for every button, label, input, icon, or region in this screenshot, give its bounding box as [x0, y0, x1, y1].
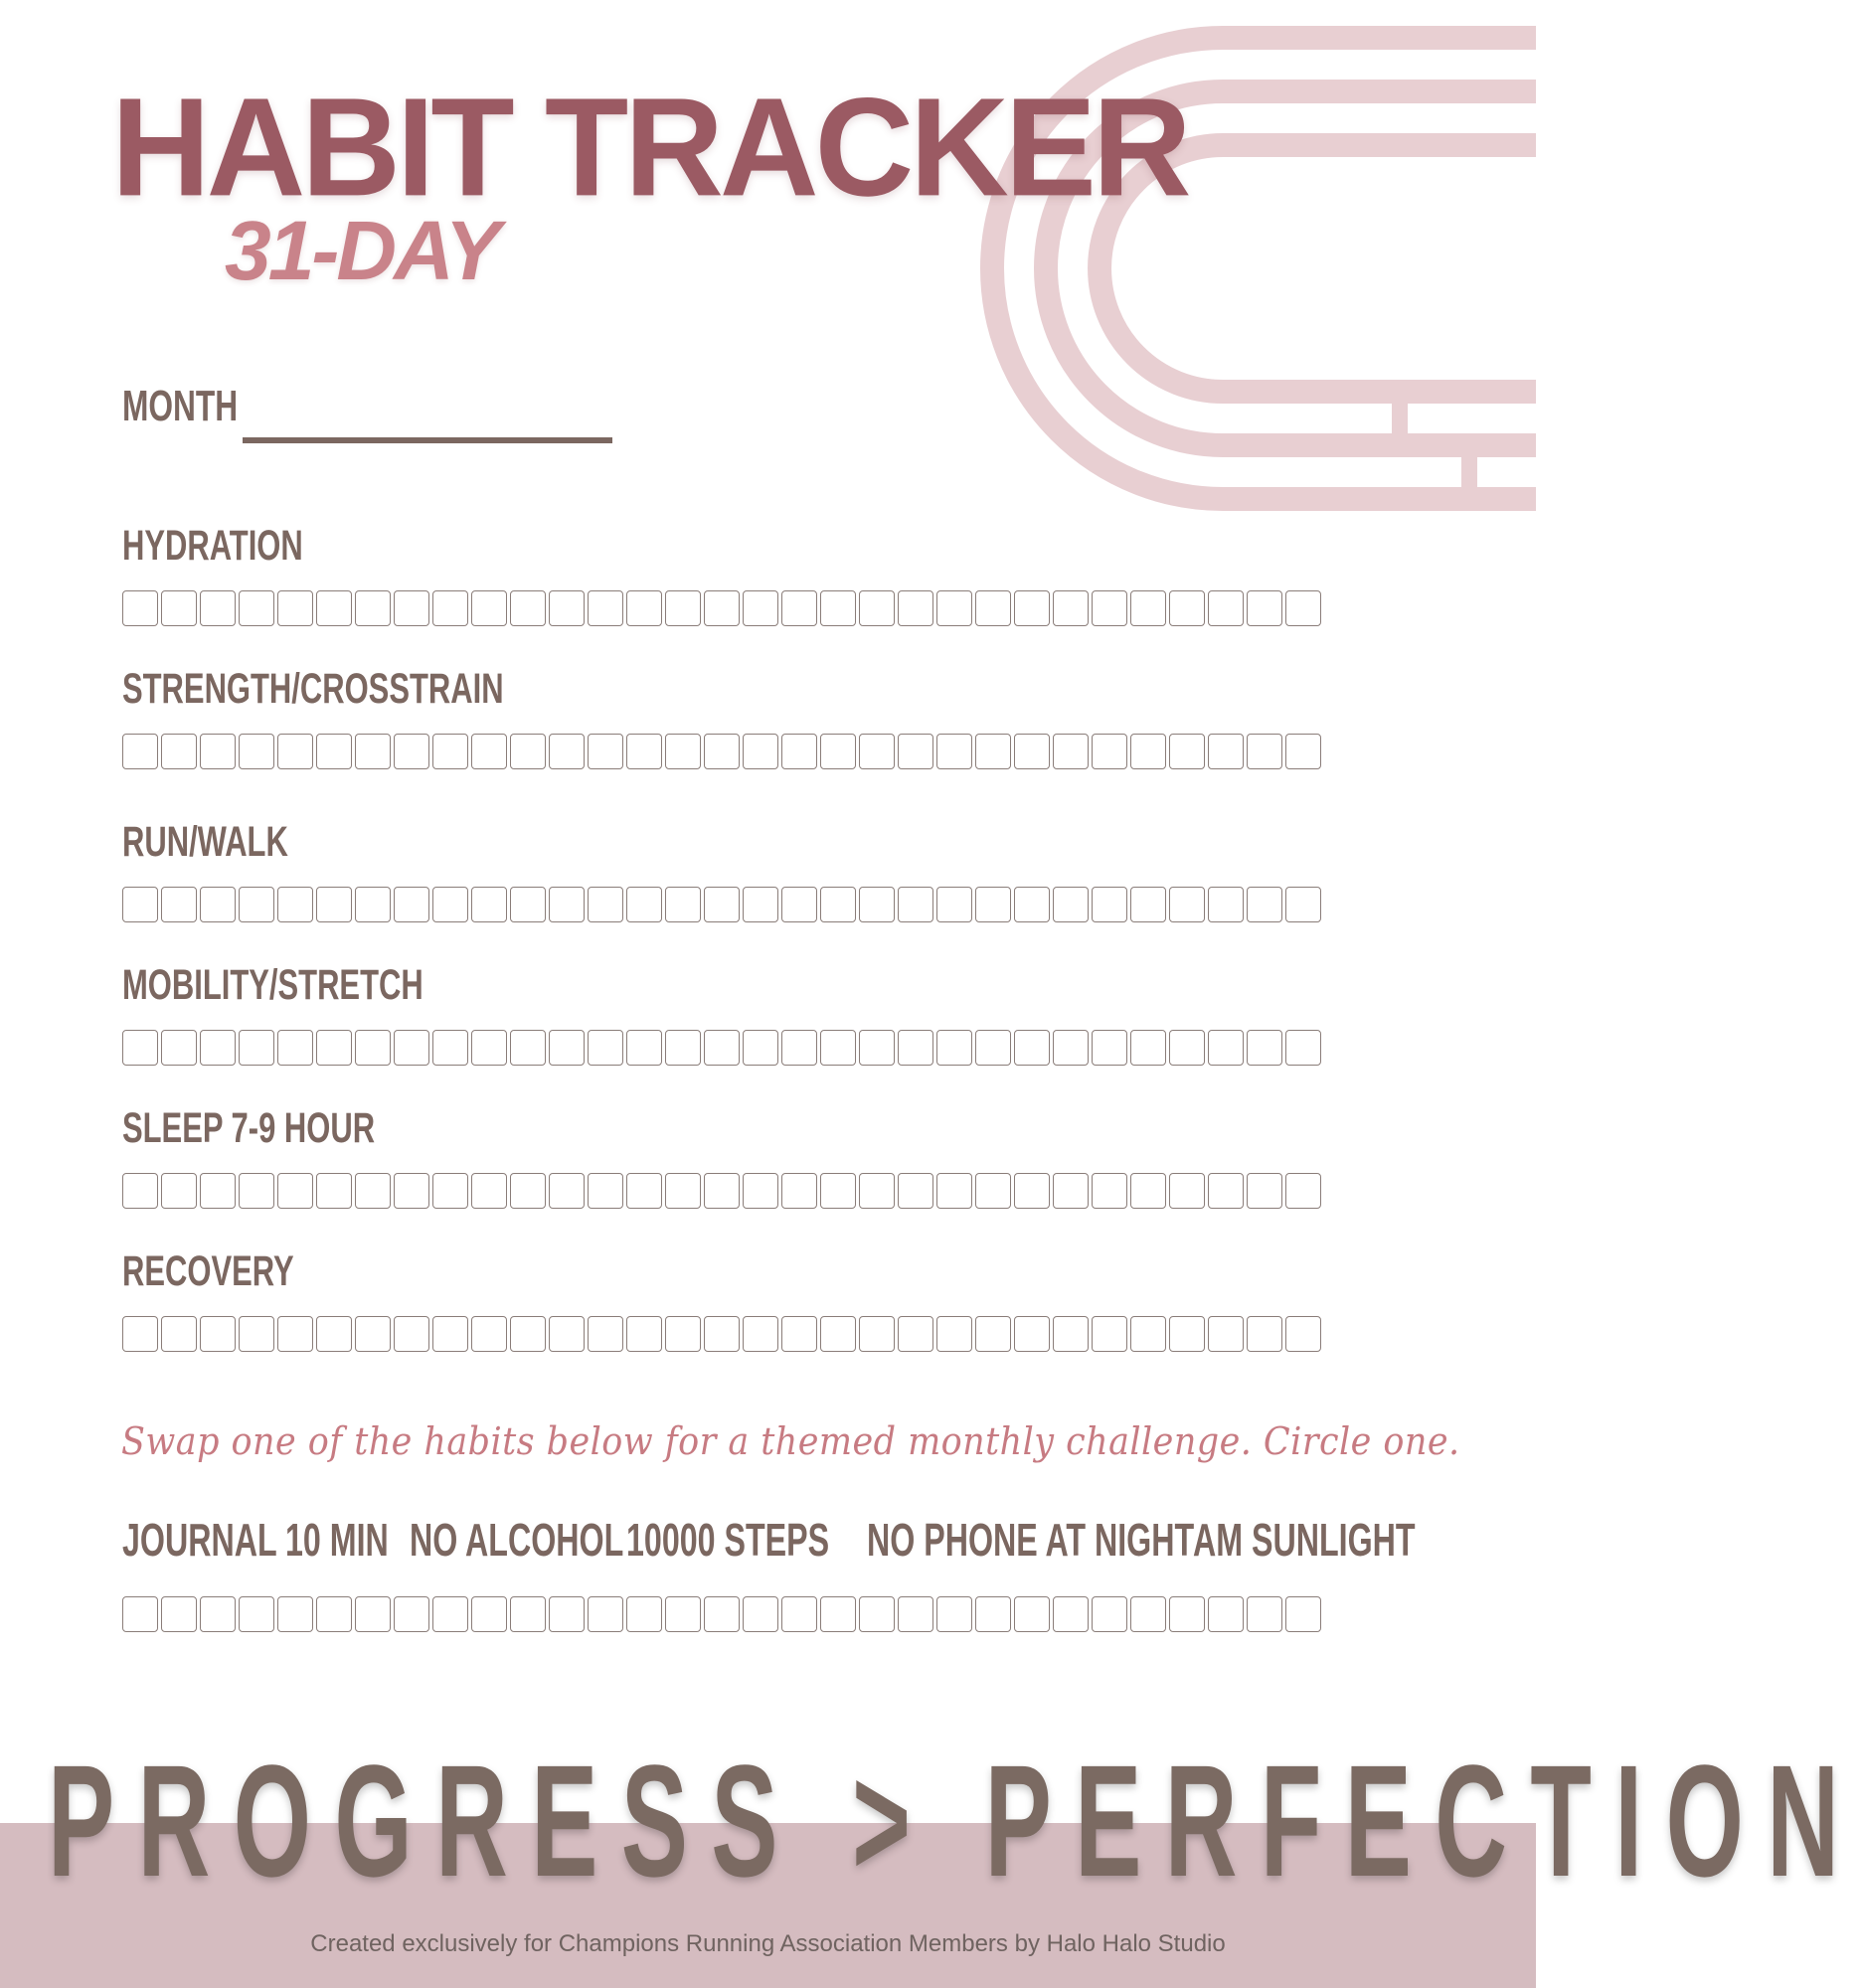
checkbox-icon[interactable] [277, 1173, 313, 1209]
checkbox-icon[interactable] [820, 887, 856, 922]
checkbox-icon[interactable] [510, 1596, 546, 1632]
checkbox-icon[interactable] [936, 1316, 972, 1352]
checkbox-icon[interactable] [549, 1173, 585, 1209]
checkbox-icon[interactable] [704, 1173, 740, 1209]
checkbox-icon[interactable] [781, 1173, 817, 1209]
checkbox-icon[interactable] [898, 1030, 933, 1066]
checkbox-icon[interactable] [432, 1030, 468, 1066]
checkbox-icon[interactable] [626, 590, 662, 626]
checkbox-icon[interactable] [316, 590, 352, 626]
checkbox-icon[interactable] [549, 887, 585, 922]
checkbox-icon[interactable] [588, 1316, 623, 1352]
checkbox-icon[interactable] [239, 1596, 274, 1632]
checkbox-icon[interactable] [1130, 590, 1166, 626]
checkbox-icon[interactable] [355, 1030, 391, 1066]
motto: PROGRESS > PERFECTION [48, 1732, 1862, 1909]
checkbox-icon[interactable] [161, 1596, 197, 1632]
checkbox-icon[interactable] [1285, 1173, 1321, 1209]
checkbox-icon[interactable] [626, 734, 662, 769]
checkbox-icon[interactable] [200, 734, 236, 769]
challenge-option[interactable]: JOURNAL 10 MIN [122, 1514, 389, 1566]
habit-label: MOBILITY/STRETCH [122, 961, 423, 1009]
checkbox-icon[interactable] [471, 1030, 507, 1066]
checkbox-icon[interactable] [743, 1030, 778, 1066]
checkbox-icon[interactable] [1014, 887, 1050, 922]
habit-label: RUN/WALK [122, 818, 288, 866]
checkbox-icon[interactable] [898, 734, 933, 769]
checkbox-icon[interactable] [936, 1030, 972, 1066]
checkbox-icon[interactable] [355, 590, 391, 626]
checkbox-icon[interactable] [898, 887, 933, 922]
checkbox-icon[interactable] [471, 590, 507, 626]
checkbox-icon[interactable] [781, 1030, 817, 1066]
checkbox-icon[interactable] [122, 734, 158, 769]
checkbox-icon[interactable] [898, 590, 933, 626]
challenge-row [122, 1596, 1321, 1632]
checkbox-icon[interactable] [316, 1173, 352, 1209]
checkbox-icon[interactable] [975, 1596, 1011, 1632]
checkbox-icon[interactable] [1208, 590, 1244, 626]
checkbox-icon[interactable] [1014, 1596, 1050, 1632]
checkbox-icon[interactable] [432, 734, 468, 769]
checkbox-icon[interactable] [1285, 1316, 1321, 1352]
checkbox-icon[interactable] [200, 1173, 236, 1209]
checkbox-icon[interactable] [1169, 1316, 1205, 1352]
checkbox-icon[interactable] [122, 887, 158, 922]
challenge-option[interactable]: 10000 STEPS [626, 1514, 830, 1566]
checkbox-icon[interactable] [665, 887, 701, 922]
checkbox-icon[interactable] [820, 1596, 856, 1632]
challenge-note: Swap one of the habits below for a themed monthly challenge. Circle one. [121, 1419, 1460, 1463]
checkbox-icon[interactable] [161, 1316, 197, 1352]
checkbox-icon[interactable] [626, 1596, 662, 1632]
checkbox-icon[interactable] [1208, 1596, 1244, 1632]
checkbox-icon[interactable] [781, 887, 817, 922]
checkbox-icon[interactable] [239, 887, 274, 922]
checkbox-icon[interactable] [200, 590, 236, 626]
checkbox-icon[interactable] [665, 1030, 701, 1066]
checkbox-icon[interactable] [975, 590, 1011, 626]
checkbox-icon[interactable] [859, 1316, 895, 1352]
checkbox-icon[interactable] [588, 1173, 623, 1209]
checkbox-icon[interactable] [704, 1596, 740, 1632]
checkbox-icon[interactable] [122, 1030, 158, 1066]
checkbox-icon[interactable] [665, 590, 701, 626]
checkbox-icon[interactable] [1208, 1173, 1244, 1209]
checkbox-icon[interactable] [1208, 1316, 1244, 1352]
checkbox-icon[interactable] [432, 590, 468, 626]
checkbox-icon[interactable] [394, 887, 429, 922]
checkbox-icon[interactable] [200, 1030, 236, 1066]
checkbox-icon[interactable] [239, 590, 274, 626]
checkbox-icon[interactable] [355, 734, 391, 769]
checkbox-icon[interactable] [122, 590, 158, 626]
checkbox-icon[interactable] [394, 1030, 429, 1066]
checkbox-icon[interactable] [704, 1030, 740, 1066]
challenge-option[interactable]: AM SUNLIGHT [1193, 1514, 1416, 1566]
checkbox-icon[interactable] [588, 590, 623, 626]
checkbox-icon[interactable] [743, 590, 778, 626]
checkbox-icon[interactable] [161, 1030, 197, 1066]
month-field [122, 382, 282, 441]
checkbox-icon[interactable] [781, 1596, 817, 1632]
checkbox-icon[interactable] [161, 590, 197, 626]
checkbox-icon[interactable] [859, 1030, 895, 1066]
checkbox-icon[interactable] [859, 734, 895, 769]
checkbox-icon[interactable] [394, 734, 429, 769]
checkbox-icon[interactable] [1014, 734, 1050, 769]
checkbox-icon[interactable] [936, 734, 972, 769]
checkbox-icon[interactable] [743, 1173, 778, 1209]
checkbox-icon[interactable] [898, 1316, 933, 1352]
checkbox-icon[interactable] [549, 1316, 585, 1352]
checkbox-icon[interactable] [1092, 734, 1127, 769]
checkbox-icon[interactable] [626, 1030, 662, 1066]
checkbox-icon[interactable] [975, 1030, 1011, 1066]
checkbox-icon[interactable] [1130, 1316, 1166, 1352]
checkbox-icon[interactable] [316, 1030, 352, 1066]
habit-row [122, 817, 1321, 922]
checkbox-icon[interactable] [859, 1173, 895, 1209]
checkbox-icon[interactable] [975, 1316, 1011, 1352]
checkbox-icon[interactable] [1285, 590, 1321, 626]
checkbox-icon[interactable] [743, 887, 778, 922]
habit-row [122, 1103, 1321, 1209]
checkbox-icon[interactable] [277, 1316, 313, 1352]
checkbox-icon[interactable] [510, 1030, 546, 1066]
checkbox-icon[interactable] [1247, 1316, 1282, 1352]
checkbox-icon[interactable] [1053, 887, 1089, 922]
checkbox-icon[interactable] [975, 887, 1011, 922]
checkbox-icon[interactable] [277, 590, 313, 626]
checkbox-icon[interactable] [1130, 887, 1166, 922]
checkbox-icon[interactable] [1053, 590, 1089, 626]
checkbox-icon[interactable] [626, 887, 662, 922]
checkbox-icon[interactable] [1208, 887, 1244, 922]
checkbox-icon[interactable] [355, 887, 391, 922]
checkbox-icon[interactable] [898, 1173, 933, 1209]
checkbox-icon[interactable] [1169, 734, 1205, 769]
checkbox-icon[interactable] [743, 1316, 778, 1352]
checkbox-icon[interactable] [277, 1596, 313, 1632]
checkbox-icon[interactable] [1092, 1030, 1127, 1066]
checkbox-icon[interactable] [859, 887, 895, 922]
checkbox-icon[interactable] [394, 1316, 429, 1352]
checkbox-icon[interactable] [394, 1173, 429, 1209]
checkbox-icon[interactable] [277, 1030, 313, 1066]
checkbox-icon[interactable] [432, 1596, 468, 1632]
checkbox-icon[interactable] [936, 590, 972, 626]
checkbox-icon[interactable] [1130, 1173, 1166, 1209]
checkbox-row [122, 887, 1321, 922]
habit-row [122, 1246, 1321, 1352]
checkbox-icon[interactable] [936, 1596, 972, 1632]
checkbox-icon[interactable] [316, 1596, 352, 1632]
checkbox-icon[interactable] [975, 734, 1011, 769]
habit-row [122, 960, 1321, 1066]
checkbox-icon[interactable] [898, 1596, 933, 1632]
checkbox-icon[interactable] [1053, 1030, 1089, 1066]
checkbox-icon[interactable] [588, 1030, 623, 1066]
checkbox-icon[interactable] [1092, 887, 1127, 922]
checkbox-row [122, 734, 1321, 769]
checkbox-icon[interactable] [588, 887, 623, 922]
checkbox-icon[interactable] [1169, 1596, 1205, 1632]
checkbox-icon[interactable] [1053, 1316, 1089, 1352]
credit-line: Created exclusively for Champions Running Association Members by Halo Halo Studio [310, 1930, 1226, 1957]
checkbox-icon[interactable] [936, 1173, 972, 1209]
checkbox-icon[interactable] [471, 887, 507, 922]
checkbox-icon[interactable] [355, 1596, 391, 1632]
checkbox-icon[interactable] [704, 1316, 740, 1352]
checkbox-icon[interactable] [1169, 887, 1205, 922]
checkbox-icon[interactable] [820, 1030, 856, 1066]
month-blank-line[interactable] [243, 437, 612, 443]
challenge-options [122, 1512, 1415, 1568]
checkbox-icon[interactable] [1053, 734, 1089, 769]
checkbox-row [122, 590, 1321, 626]
habit-row [122, 664, 1321, 769]
checkbox-icon[interactable] [1247, 1173, 1282, 1209]
checkbox-row [122, 1316, 1321, 1352]
checkbox-icon[interactable] [1014, 1173, 1050, 1209]
checkbox-icon[interactable] [936, 887, 972, 922]
checkbox-icon[interactable] [1169, 590, 1205, 626]
checkbox-icon[interactable] [432, 887, 468, 922]
checkbox-icon[interactable] [743, 1596, 778, 1632]
checkbox-icon[interactable] [1092, 590, 1127, 626]
checkbox-icon[interactable] [510, 887, 546, 922]
checkbox-icon[interactable] [471, 1316, 507, 1352]
checkbox-row [122, 1030, 1321, 1066]
checkbox-icon[interactable] [122, 1596, 158, 1632]
checkbox-icon[interactable] [1247, 1030, 1282, 1066]
checkbox-icon[interactable] [781, 590, 817, 626]
checkbox-icon[interactable] [471, 734, 507, 769]
checkbox-icon[interactable] [549, 1596, 585, 1632]
checkbox-icon[interactable] [316, 887, 352, 922]
checkbox-icon[interactable] [200, 887, 236, 922]
checkbox-icon[interactable] [1208, 1030, 1244, 1066]
checkbox-icon[interactable] [277, 887, 313, 922]
page-subtitle: 31-DAY [225, 204, 498, 297]
checkbox-icon[interactable] [626, 1173, 662, 1209]
checkbox-icon[interactable] [665, 1173, 701, 1209]
checkbox-icon[interactable] [549, 734, 585, 769]
checkbox-icon[interactable] [316, 734, 352, 769]
checkbox-icon[interactable] [432, 1316, 468, 1352]
checkbox-icon[interactable] [161, 887, 197, 922]
checkbox-icon[interactable] [704, 734, 740, 769]
checkbox-icon[interactable] [355, 1173, 391, 1209]
checkbox-icon[interactable] [1130, 1030, 1166, 1066]
page-title: HABIT TRACKER [111, 69, 1188, 226]
checkbox-icon[interactable] [1247, 734, 1282, 769]
checkbox-icon[interactable] [239, 1030, 274, 1066]
checkbox-icon[interactable] [626, 1316, 662, 1352]
checkbox-icon[interactable] [510, 734, 546, 769]
checkbox-icon[interactable] [355, 1316, 391, 1352]
checkbox-icon[interactable] [394, 1596, 429, 1632]
checkbox-row [122, 1596, 1321, 1632]
checkbox-icon[interactable] [781, 1316, 817, 1352]
checkbox-icon[interactable] [161, 734, 197, 769]
checkbox-icon[interactable] [316, 1316, 352, 1352]
checkbox-icon[interactable] [1169, 1173, 1205, 1209]
checkbox-icon[interactable] [1092, 1596, 1127, 1632]
checkbox-icon[interactable] [1169, 1030, 1205, 1066]
checkbox-icon[interactable] [1285, 887, 1321, 922]
checkbox-icon[interactable] [432, 1173, 468, 1209]
checkbox-icon[interactable] [510, 1316, 546, 1352]
checkbox-icon[interactable] [122, 1316, 158, 1352]
checkbox-icon[interactable] [471, 1596, 507, 1632]
checkbox-icon[interactable] [161, 1173, 197, 1209]
checkbox-icon[interactable] [549, 590, 585, 626]
checkbox-icon[interactable] [200, 1316, 236, 1352]
checkbox-row [122, 1173, 1321, 1209]
checkbox-icon[interactable] [975, 1173, 1011, 1209]
checkbox-icon[interactable] [1014, 1316, 1050, 1352]
checkbox-icon[interactable] [1092, 1173, 1127, 1209]
checkbox-icon[interactable] [394, 590, 429, 626]
checkbox-icon[interactable] [510, 590, 546, 626]
challenge-option[interactable]: NO PHONE AT NIGHT [867, 1514, 1195, 1566]
checkbox-icon[interactable] [588, 1596, 623, 1632]
checkbox-icon[interactable] [122, 1173, 158, 1209]
checkbox-icon[interactable] [704, 590, 740, 626]
checkbox-icon[interactable] [549, 1030, 585, 1066]
habit-label: STRENGTH/CROSSTRAIN [122, 665, 504, 713]
checkbox-icon[interactable] [820, 1173, 856, 1209]
checkbox-icon[interactable] [704, 887, 740, 922]
habit-label: SLEEP 7-9 HOUR [122, 1104, 376, 1152]
checkbox-icon[interactable] [471, 1173, 507, 1209]
checkbox-icon[interactable] [1208, 734, 1244, 769]
checkbox-icon[interactable] [781, 734, 817, 769]
checkbox-icon[interactable] [820, 590, 856, 626]
checkbox-icon[interactable] [1130, 734, 1166, 769]
checkbox-icon[interactable] [859, 590, 895, 626]
checkbox-icon[interactable] [859, 1596, 895, 1632]
checkbox-icon[interactable] [1053, 1173, 1089, 1209]
checkbox-icon[interactable] [588, 734, 623, 769]
checkbox-icon[interactable] [820, 1316, 856, 1352]
checkbox-icon[interactable] [239, 1173, 274, 1209]
checkbox-icon[interactable] [1014, 1030, 1050, 1066]
challenge-option[interactable]: NO ALCOHOL [410, 1514, 624, 1566]
habit-label: RECOVERY [122, 1247, 294, 1295]
checkbox-icon[interactable] [1247, 590, 1282, 626]
checkbox-icon[interactable] [1092, 1316, 1127, 1352]
checkbox-icon[interactable] [665, 734, 701, 769]
checkbox-icon[interactable] [1247, 887, 1282, 922]
month-label: MONTH [122, 382, 239, 430]
checkbox-icon[interactable] [1053, 1596, 1089, 1632]
checkbox-icon[interactable] [1285, 734, 1321, 769]
habit-row [122, 521, 1321, 626]
checkbox-icon[interactable] [1285, 1596, 1321, 1632]
checkbox-icon[interactable] [277, 734, 313, 769]
checkbox-icon[interactable] [820, 734, 856, 769]
checkbox-icon[interactable] [1014, 590, 1050, 626]
checkbox-icon[interactable] [1130, 1596, 1166, 1632]
checkbox-icon[interactable] [239, 1316, 274, 1352]
checkbox-icon[interactable] [743, 734, 778, 769]
checkbox-icon[interactable] [200, 1596, 236, 1632]
checkbox-icon[interactable] [1285, 1030, 1321, 1066]
checkbox-icon[interactable] [665, 1596, 701, 1632]
checkbox-icon[interactable] [510, 1173, 546, 1209]
checkbox-icon[interactable] [665, 1316, 701, 1352]
habit-label: HYDRATION [122, 522, 303, 570]
checkbox-icon[interactable] [239, 734, 274, 769]
checkbox-icon[interactable] [1247, 1596, 1282, 1632]
